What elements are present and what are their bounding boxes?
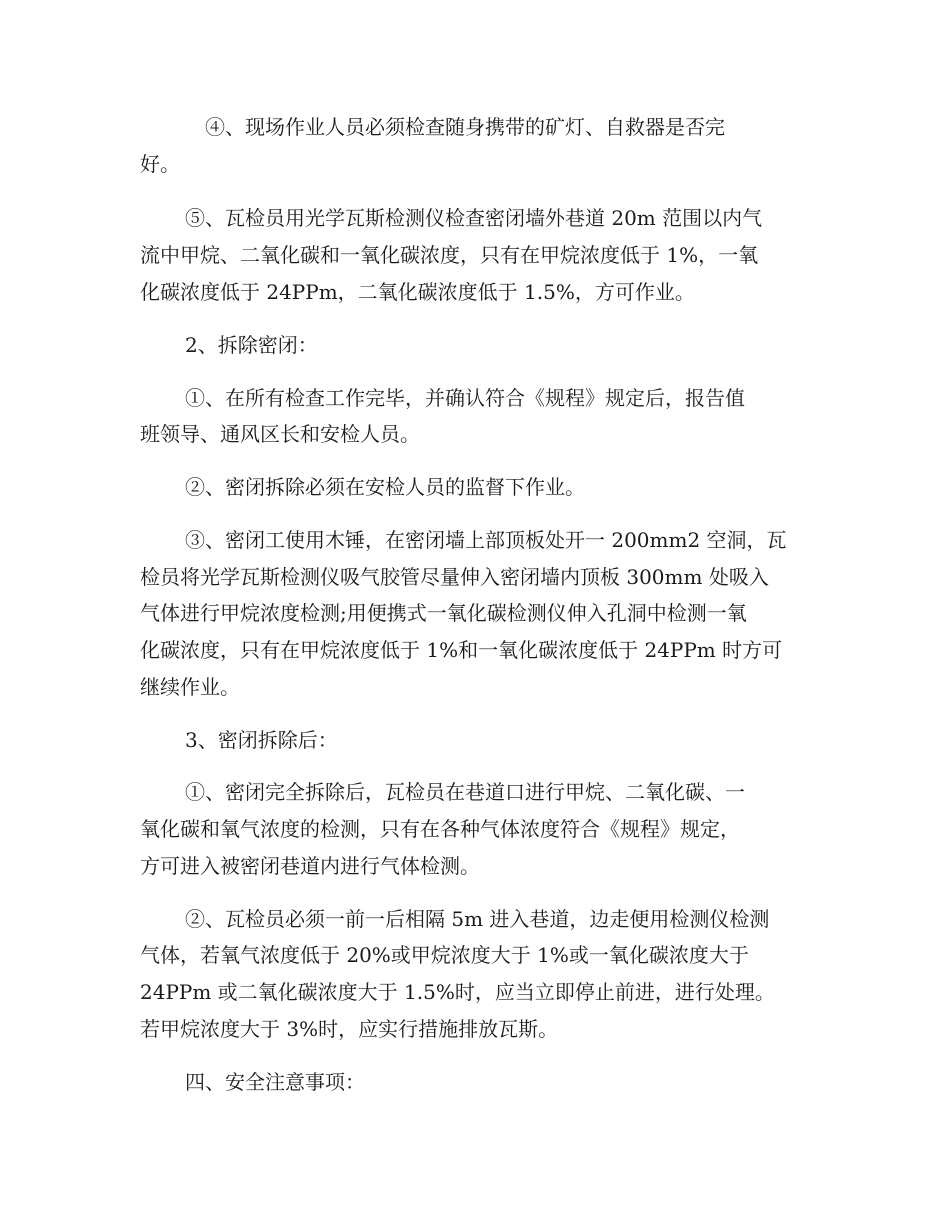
text-line: 继续作业。 [140,675,240,699]
text-line: 方可进入被密闭巷道内进行气体检测。 [140,854,480,878]
section-heading: 2、拆除密闭： [185,333,318,357]
section-heading: 3、密闭拆除后： [185,728,338,752]
text-line: ③、密闭工使用木锤，在密闭墙上部顶板处开一 200mm2 空洞，瓦 [185,528,787,552]
text-line: 氧化碳和氧气浓度的检测，只有在各种气体浓度符合《规程》规定， [140,817,740,841]
text-line: ①、在所有检查工作完毕，并确认符合《规程》规定后，报告值 [185,386,745,410]
text-line: 检员将光学瓦斯检测仪吸气胶管尽量伸入密闭墙内顶板 300mm 处吸入 [140,565,769,589]
section-heading: 四、安全注意事项： [185,1070,365,1094]
text-line: 若甲烷浓度大于 3%时，应实行措施排放瓦斯。 [140,1017,559,1041]
text-line: ②、瓦检员必须一前一后相隔 5m 进入巷道，边走便用检测仪检测 [185,907,770,931]
text-line: ⑤、瓦检员用光学瓦斯检测仪检查密闭墙外巷道 20m 范围以内气 [185,206,763,230]
text-line: 24PPm 或二氧化碳浓度大于 1.5%时，应当立即停止前进，进行处理。 [140,980,775,1004]
text-line: ①、密闭完全拆除后，瓦检员在巷道口进行甲烷、二氧化碳、一 [185,780,745,804]
text-line: 气体进行甲烷浓度检测;用便携式一氧化碳检测仪伸入孔洞中检测一氧 [140,601,747,625]
text-line: 气体，若氧气浓度低于 20%或甲烷浓度大于 1%或一氧化碳浓度大于 [140,943,749,967]
text-line: 好。 [140,152,180,176]
text-line: 化碳浓度低于 24PPm，二氧化碳浓度低于 1.5%，方可作业。 [140,280,695,304]
text-line: 化碳浓度，只有在甲烷浓度低于 1%和一氧化碳浓度低于 24PPm 时方可 [140,638,783,662]
text-line: ④、现场作业人员必须检查随身携带的矿灯、自救器是否完 [205,115,725,139]
text-line: 流中甲烷、二氧化碳和一氧化碳浓度，只有在甲烷浓度低于 1%，一氧 [140,243,759,267]
text-line: 班领导、通风区长和安检人员。 [140,422,420,446]
text-line: ②、密闭拆除必须在安检人员的监督下作业。 [185,475,585,499]
